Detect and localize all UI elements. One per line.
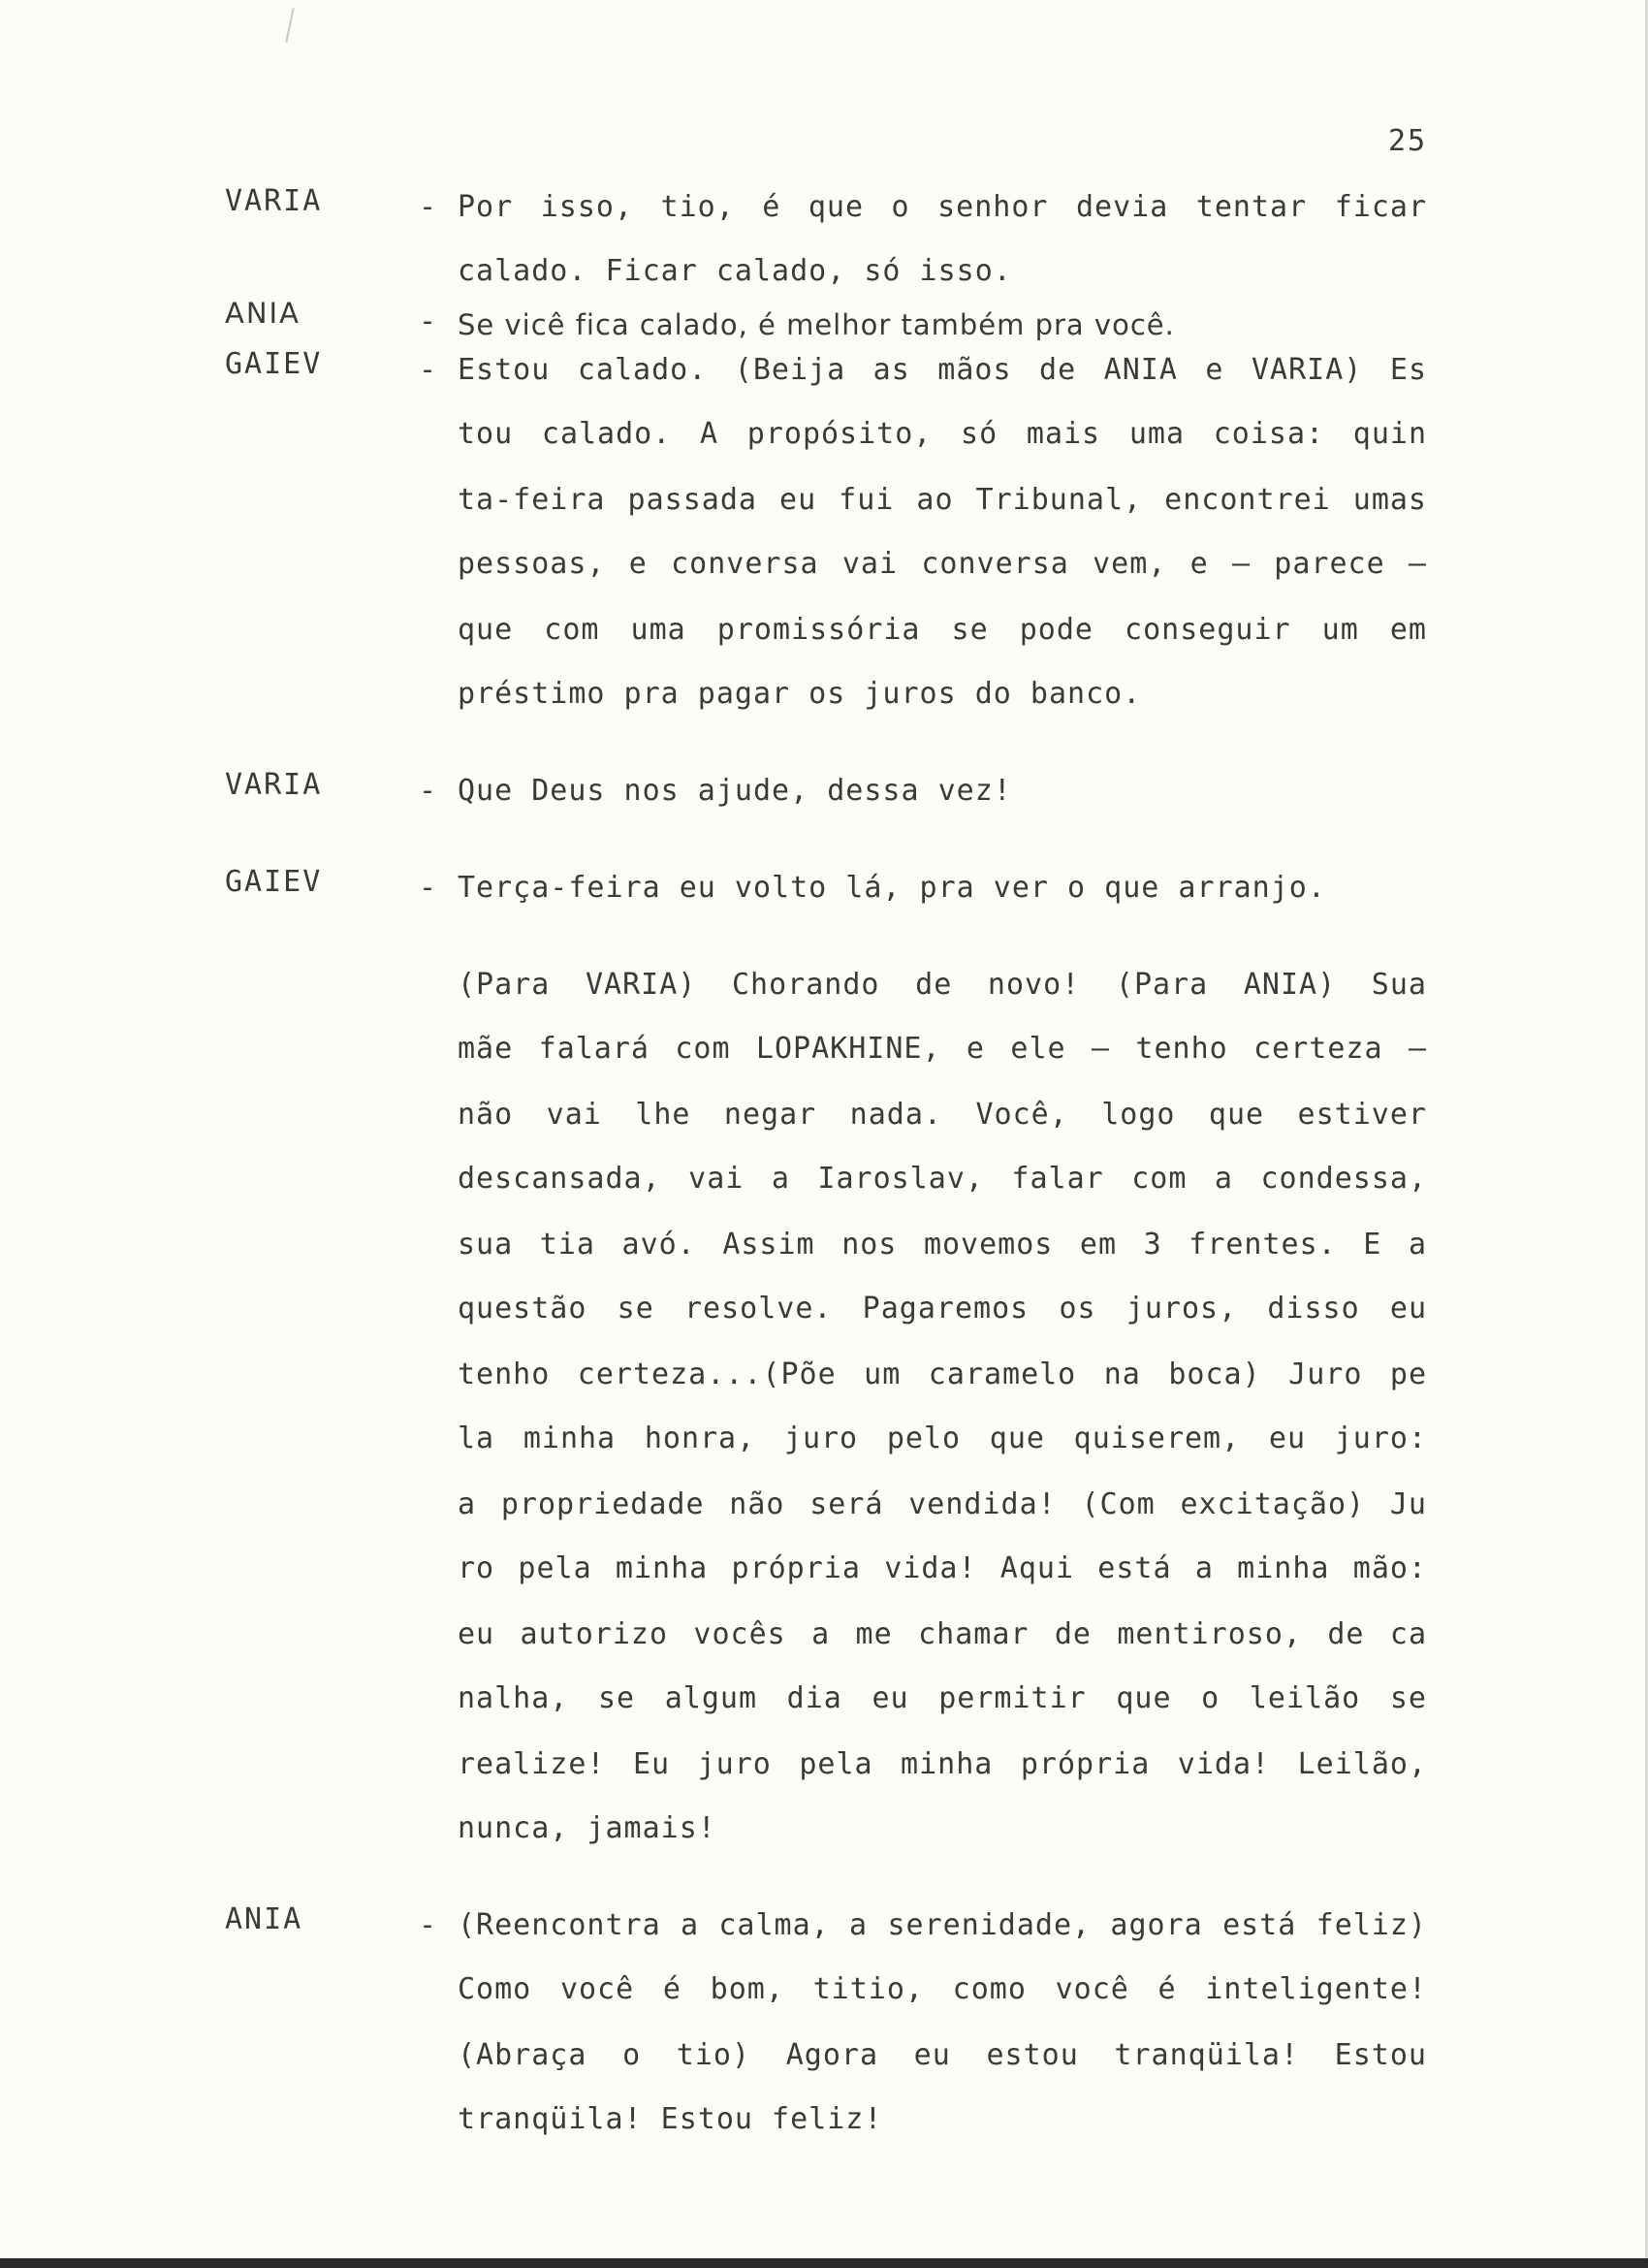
dialogue-line: nalha, se algum dia eu permitir que o leilão se	[458, 1681, 1427, 1715]
dialogue-line: Se vicê fica calado, é melhor também pra você.	[458, 308, 1175, 341]
dialogue-dash: -	[419, 774, 437, 808]
dialogue-line: tenho certeza...(Põe um caramelo na boca) Juro pe	[458, 1358, 1427, 1391]
dialogue-line: questão se resolve. Pagaremos os juros, disso eu	[458, 1292, 1427, 1326]
page-number: 25	[1388, 124, 1428, 158]
dialogue-line: realize! Eu juro pela minha própria vida! Leilão,	[458, 1747, 1427, 1781]
dialogue-line: Terça-feira eu volto lá, pra ver o que arranjo.	[458, 871, 1326, 905]
dialogue-line: ta-feira passada eu fui ao Tribunal, encontrei umas	[458, 483, 1427, 517]
dialogue-line: calado. Ficar calado, só isso.	[458, 254, 1012, 288]
dialogue-dash: -	[419, 304, 437, 338]
dialogue-line: tranqüila! Estou feliz!	[458, 2102, 883, 2136]
dialogue-dash: -	[419, 1908, 437, 1942]
dialogue-line: ro pela minha própria vida! Aqui está a minha mão:	[458, 1551, 1427, 1585]
speaker-label: VARIA	[225, 768, 323, 802]
dialogue-line: que com uma promissória se pode conseguir um em	[458, 613, 1427, 647]
dialogue-dash: -	[419, 353, 437, 387]
dialogue-line: Estou calado. (Beija as mãos de ANIA e VARIA) Es	[458, 353, 1427, 387]
dialogue-line: a propriedade não será vendida! (Com excitação) Ju	[458, 1487, 1427, 1521]
dialogue-line: sua tia avó. Assim nos movemos em 3 frentes. E a	[458, 1228, 1427, 1262]
dialogue-dash: -	[419, 871, 437, 905]
speaker-label: GAIEV	[225, 865, 323, 899]
dialogue-line: Que Deus nos ajude, dessa vez!	[458, 774, 1012, 808]
speaker-label: ANIA	[225, 297, 301, 330]
dialogue-line: (Para VARIA) Chorando de novo! (Para ANIA) Sua	[458, 968, 1427, 1002]
dialogue-dash: -	[419, 190, 437, 224]
dialogue-line: (Abraça o tio) Agora eu estou tranqüila! Estou	[458, 2038, 1427, 2072]
speaker-label: VARIA	[225, 184, 323, 218]
dialogue-line: (Reencontra a calma, a serenidade, agora está feliz)	[458, 1908, 1427, 1942]
dialogue-line: mãe falará com LOPAKHINE, e ele — tenho certeza —	[458, 1032, 1427, 1066]
dialogue-line: não vai lhe negar nada. Você, logo que estiver	[458, 1098, 1427, 1132]
speaker-label: ANIA	[225, 1902, 303, 1936]
dialogue-line: Como você é bom, titio, como você é inteligente!	[458, 1972, 1427, 2006]
dialogue-line: pessoas, e conversa vai conversa vem, e — parece —	[458, 547, 1427, 581]
dialogue-line: eu autorizo vocês a me chamar de mentiroso, de ca	[458, 1617, 1427, 1651]
dialogue-line: Por isso, tio, é que o senhor devia tentar ficar	[458, 190, 1427, 224]
speaker-label: GAIEV	[225, 347, 323, 381]
dialogue-line: descansada, vai a Iaroslav, falar com a condessa,	[458, 1162, 1427, 1196]
dialogue-line: nunca, jamais!	[458, 1811, 716, 1845]
scan-edge	[0, 2258, 1648, 2268]
dialogue-line: la minha honra, juro pelo que quiserem, eu juro:	[458, 1421, 1427, 1455]
paper-fold-mark	[285, 8, 294, 43]
dialogue-line: tou calado. A propósito, só mais uma coisa: quin	[458, 417, 1427, 451]
dialogue-line: préstimo pra pagar os juros do banco.	[458, 677, 1142, 711]
